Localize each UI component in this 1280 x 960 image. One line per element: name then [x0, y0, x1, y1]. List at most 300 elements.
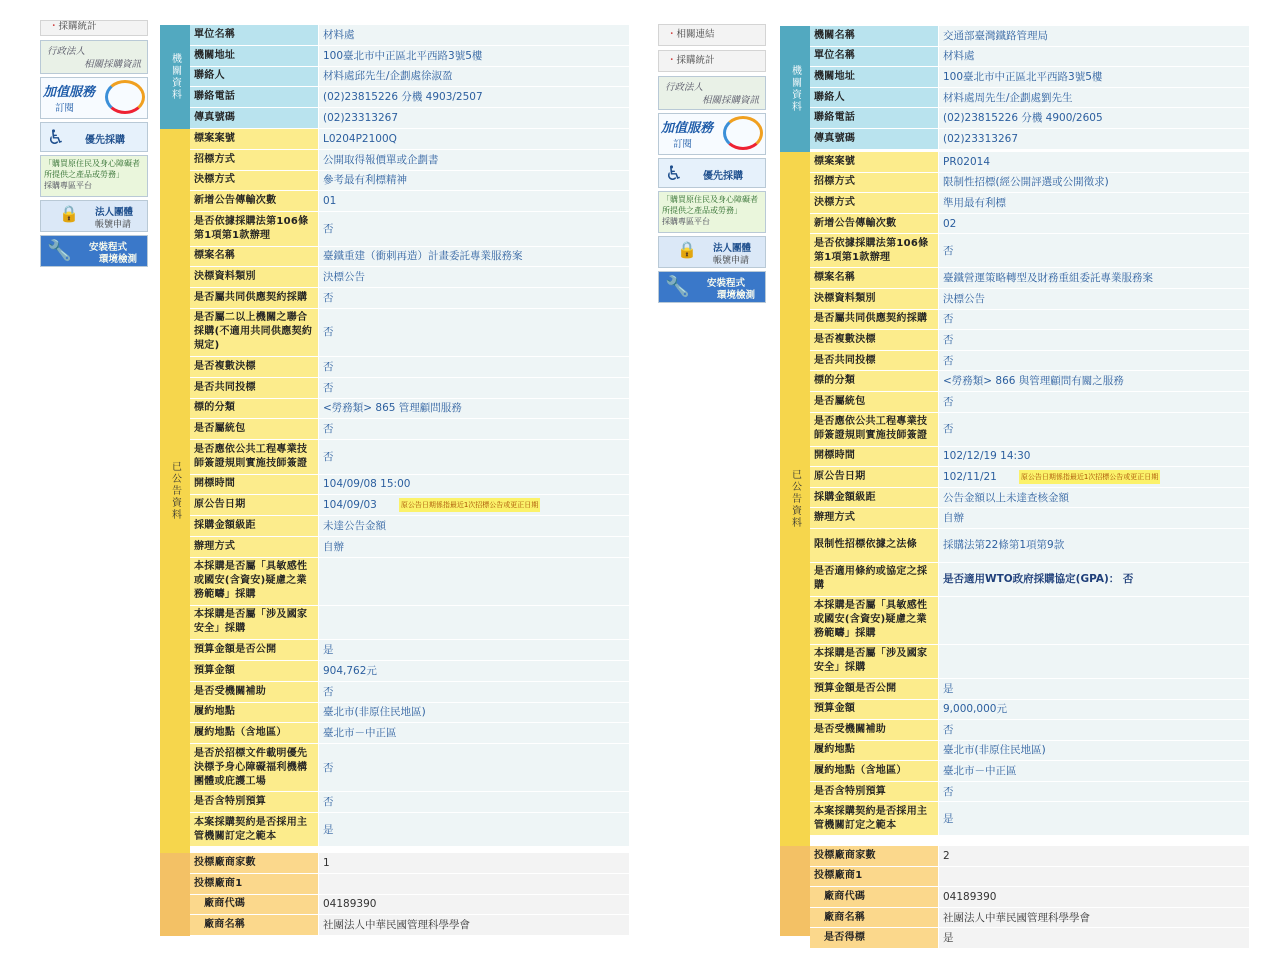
right-sidebar: [658, 24, 766, 306]
table-row: [190, 792, 629, 813]
field-label: 投標廠商1: [190, 874, 318, 894]
field-value: [318, 309, 629, 356]
field-value-text: 採購法第22條第1項第9款: [943, 539, 1065, 552]
field-value-text: 100臺北市中正區北平西路3號5樓: [943, 70, 1103, 83]
field-value-text: 否: [943, 395, 954, 408]
field-label: 是否複數決標: [810, 330, 938, 350]
field-value-text: 否: [323, 796, 334, 808]
bullet-icon: ・: [49, 21, 59, 32]
field-value: [318, 640, 629, 660]
field-value: [938, 173, 1249, 193]
priority-procurement-banner[interactable]: [658, 158, 766, 188]
table-row: [190, 108, 629, 129]
table-row: [190, 537, 629, 558]
field-value-text: 否: [943, 244, 954, 257]
field-label: 辦理方式: [190, 537, 318, 557]
table-row: [810, 47, 1249, 68]
field-value: [938, 392, 1249, 412]
field-value-text: 是否適用WTO政府採購協定(GPA)： 否: [943, 573, 1134, 586]
field-label: 本採購是否屬「具敏感性或國安(含資安)疑慮之業務範疇」採購: [810, 597, 938, 644]
related-links-link[interactable]: [658, 24, 766, 46]
field-value-text: 9,000,000元: [943, 703, 1007, 716]
table-section: [160, 25, 629, 129]
field-value: [318, 191, 629, 211]
field-value: [938, 908, 1249, 928]
field-label: 是否屬共同供應契約採購: [810, 310, 938, 330]
field-value: [938, 214, 1249, 234]
table-section: [160, 129, 629, 853]
field-value-text: 04189390: [943, 890, 997, 903]
field-value-text: 否: [943, 423, 954, 436]
table-row: [190, 46, 629, 67]
field-value: [938, 700, 1249, 720]
field-value: [938, 330, 1249, 350]
field-value: [318, 813, 629, 846]
field-value: [318, 792, 629, 812]
field-label: 是否依據採購法第106條第1項第1款辦理: [810, 234, 938, 267]
link-label: 採購統計: [58, 21, 97, 32]
field-value-text: 01: [323, 195, 337, 208]
banner-line3: 採購專區平台: [44, 181, 92, 190]
left-sidebar: [40, 20, 148, 270]
table-row: [810, 268, 1249, 289]
field-label: 限制性招標依據之法條: [810, 529, 938, 562]
table-row: [810, 597, 1249, 645]
table-row: [190, 419, 629, 440]
table-row: [810, 351, 1249, 372]
field-value-text: 1: [323, 856, 330, 869]
field-label: 本採購是否屬「涉及國家安全」採購: [190, 606, 318, 639]
section-rows: [810, 152, 1249, 846]
field-value-text: 否: [323, 423, 334, 436]
section-label: 機關資料: [780, 26, 810, 152]
table-row: [810, 129, 1249, 150]
section-label: [160, 853, 190, 936]
field-value-text: 100臺北市中正區北平西路3號5樓: [323, 49, 483, 62]
section-rows: [190, 129, 629, 853]
right-screenshot-panel: [652, 0, 1280, 960]
field-label: 投標廠商家數: [810, 846, 938, 866]
field-value-text: 限制性招標(經公開評選或公開徵求): [943, 176, 1109, 189]
table-row: [810, 152, 1249, 173]
field-value: [938, 26, 1249, 46]
table-row: [190, 495, 629, 516]
admin-corp-banner[interactable]: [40, 40, 148, 74]
field-value: [318, 606, 629, 639]
banner-line1: 法人團體: [713, 243, 752, 254]
field-label: 本採購是否屬「具敏感性或國安(含資安)疑慮之業務範疇」採購: [190, 558, 318, 605]
ie-logo-icon: [105, 80, 145, 114]
table-row: [190, 378, 629, 399]
table-row: [190, 558, 629, 606]
field-label: 原公告日期: [190, 495, 318, 515]
table-row: [190, 171, 629, 192]
procurement-stats-link[interactable]: [40, 20, 148, 36]
field-value: [318, 419, 629, 439]
priority-procurement-banner[interactable]: [40, 122, 148, 152]
field-value: [318, 267, 629, 287]
field-value-text: 材料處: [943, 50, 975, 63]
field-value-text: 2: [943, 849, 950, 862]
field-value: [318, 212, 629, 245]
field-value-text: 決標公告: [943, 292, 985, 305]
table-row: [810, 88, 1249, 109]
table-row: [810, 679, 1249, 700]
banner-line1: 安裝程式: [707, 278, 746, 289]
field-value: [318, 915, 629, 935]
field-value: [318, 703, 629, 723]
table-row: [810, 761, 1249, 782]
banner-line1: 「購買原住民及身心障礙者: [44, 159, 140, 168]
table-row: [190, 191, 629, 212]
field-label: 是否含特別預算: [190, 792, 318, 812]
field-label: 招標方式: [810, 173, 938, 193]
field-value-text: PR02014: [943, 155, 991, 168]
field-label: 是否共同投標: [810, 351, 938, 371]
field-value-text: 否: [323, 326, 334, 339]
field-label: 新增公告傳輸次數: [190, 191, 318, 211]
table-row: [810, 413, 1249, 447]
banner-line2: 相關採購資訊: [701, 95, 759, 106]
field-value: [938, 508, 1249, 528]
table-row: [190, 357, 629, 378]
field-label: 是否適用條約或協定之採購: [810, 563, 938, 596]
field-value-text: 否: [323, 292, 334, 305]
field-label: 聯絡電話: [810, 108, 938, 128]
left-tender-table: [160, 25, 629, 936]
banner-line2: 環境檢測: [717, 290, 756, 301]
table-row: [190, 682, 629, 703]
field-label: 是否應依公共工程專業技師簽證規則實施技師簽證: [190, 440, 318, 473]
procurement-stats-link[interactable]: [658, 50, 766, 72]
field-value-text: 否: [323, 685, 334, 698]
field-label: 投標廠商家數: [190, 853, 318, 873]
field-value-text: 是: [943, 932, 954, 945]
field-value-text: L0204P2100Q: [323, 132, 397, 145]
table-row: [190, 440, 629, 474]
field-value: [938, 529, 1249, 562]
field-value: [938, 887, 1249, 907]
field-value: [938, 679, 1249, 699]
wrench-icon: 🔧: [665, 274, 690, 298]
table-row: [810, 846, 1249, 867]
field-label: 履約地點: [190, 703, 318, 723]
banner-line1: 安裝程式: [89, 242, 128, 253]
field-value-text: 臺鐵營運策略轉型及財務重組委託專業服務案: [943, 272, 1153, 285]
field-label: 廠商代碼: [190, 895, 318, 915]
field-label: 採購金額級距: [190, 516, 318, 536]
install-check-banner[interactable]: [658, 271, 766, 303]
field-value: [318, 895, 629, 915]
field-label: 履約地點（含地區）: [190, 723, 318, 743]
table-row: [810, 887, 1249, 908]
bullet-icon: ・: [667, 29, 677, 40]
field-value: [938, 867, 1249, 887]
banner-line2: 帳號申請: [713, 256, 750, 266]
table-row: [190, 247, 629, 268]
field-label: 標案名稱: [810, 268, 938, 288]
table-row: [810, 802, 1249, 836]
field-label: 是否應依公共工程專業技師簽證規則實施技師簽證: [810, 413, 938, 446]
field-value-text: 公告金額以上未達查核金額: [943, 491, 1069, 504]
field-value-text: 否: [943, 723, 954, 736]
table-row: [190, 475, 629, 496]
field-value-text: 臺鐵重建（衝刺再造）計畫委託專業服務案: [323, 250, 523, 263]
field-value-text: 否: [323, 761, 334, 774]
table-section: [780, 26, 1249, 152]
field-value-text: (02)23815226 分機 4903/2507: [323, 91, 483, 104]
field-label: 機關地址: [810, 67, 938, 87]
table-row: [810, 371, 1249, 392]
table-row: [810, 867, 1249, 888]
field-label: 辦理方式: [810, 508, 938, 528]
field-label: 廠商名稱: [810, 908, 938, 928]
field-label: 是否依據採購法第106條第1項第1款辦理: [190, 212, 318, 245]
field-value: [938, 351, 1249, 371]
field-value: [318, 537, 629, 557]
field-value: [938, 645, 1249, 678]
field-label: 招標方式: [190, 150, 318, 170]
table-row: [190, 212, 629, 246]
table-row: [810, 720, 1249, 741]
link-label: 採購統計: [676, 55, 715, 66]
table-row: [810, 392, 1249, 413]
field-value-text: 交通部臺灣鐵路管理局: [943, 29, 1048, 42]
field-label: 是否屬二以上機關之聯合採購(不適用共同供應契約規定): [190, 309, 318, 356]
field-value-text: 是: [323, 644, 334, 657]
corp-account-banner[interactable]: [40, 200, 148, 232]
field-label: 是否得標: [810, 928, 938, 948]
field-value: [938, 846, 1249, 866]
table-row: [810, 928, 1249, 949]
field-value: [938, 488, 1249, 508]
field-value-text: 社團法人中華民國管理科學學會: [943, 911, 1090, 924]
banner-line2: 所提供之產品或勞務」: [44, 170, 124, 179]
field-label: 廠商名稱: [190, 915, 318, 935]
field-label: 預算金額: [810, 700, 938, 720]
field-label: 傳真號碼: [810, 129, 938, 149]
field-value-text: (02)23815226 分機 4900/2605: [943, 112, 1103, 125]
field-value-text: 參考最有利標精神: [323, 174, 407, 187]
field-label: 投標廠商1: [810, 867, 938, 887]
link-label: 相關連結: [676, 29, 715, 40]
field-label: 單位名稱: [190, 25, 318, 45]
field-value-text: 自辦: [943, 512, 964, 525]
field-label: 機關名稱: [810, 26, 938, 46]
field-label: 開標時間: [190, 475, 318, 495]
field-value-text: 否: [323, 360, 334, 373]
table-row: [810, 310, 1249, 331]
banner-line2: 相關採購資訊: [83, 59, 141, 70]
field-label: 單位名稱: [810, 47, 938, 67]
table-row: [810, 488, 1249, 509]
field-value-text: (02)23313267: [943, 132, 1018, 145]
field-value: [938, 371, 1249, 391]
table-row: [190, 895, 629, 916]
corp-account-banner[interactable]: [658, 236, 766, 268]
field-value-text: 材料處邱先生/企劃處徐淑盈: [323, 70, 453, 83]
announcement-date-note: 原公告日期係指最近1次招標公告或更正日期: [399, 498, 540, 512]
bullet-icon: ・: [667, 55, 677, 66]
table-row: [810, 908, 1249, 929]
table-row: [190, 399, 629, 420]
announcement-date-note: 原公告日期係指最近1次招標公告或更正日期: [1019, 470, 1160, 484]
field-value: [938, 234, 1249, 267]
banner-subtitle: 訂閱: [673, 139, 693, 150]
right-tender-table: [780, 26, 1249, 945]
field-label: 決標資料類別: [190, 267, 318, 287]
field-value-text: 02: [943, 217, 957, 230]
table-row: [810, 234, 1249, 268]
field-label: 是否屬統包: [810, 392, 938, 412]
table-row: [190, 744, 629, 792]
banner-line1: 行政法人: [665, 82, 704, 93]
table-row: [810, 330, 1249, 351]
field-label: 是否複數決標: [190, 357, 318, 377]
field-label: 廠商代碼: [810, 887, 938, 907]
field-value: [938, 597, 1249, 644]
field-value: [318, 150, 629, 170]
field-label: 開標時間: [810, 447, 938, 467]
field-value-text: 是: [323, 823, 334, 836]
field-value: [318, 682, 629, 702]
value-service-banner[interactable]: [40, 77, 148, 119]
field-label: 新增公告傳輸次數: [810, 214, 938, 234]
field-label: 聯絡人: [810, 88, 938, 108]
field-value: [938, 47, 1249, 67]
field-value-text: <勞務類> 865 管理顧問服務: [323, 402, 462, 415]
table-row: [190, 309, 629, 357]
field-value-text: 是: [943, 682, 954, 695]
field-value: [938, 720, 1249, 740]
field-value: [938, 152, 1249, 172]
table-row: [810, 645, 1249, 679]
field-value: [318, 46, 629, 66]
table-row: [190, 87, 629, 108]
section-rows: [810, 26, 1249, 152]
wheelchair-icon: ♿: [665, 161, 683, 185]
field-value: [318, 399, 629, 419]
field-value: [318, 744, 629, 791]
field-label: 是否屬統包: [190, 419, 318, 439]
banner-title: 加值服務: [661, 121, 714, 136]
field-value-text: 臺北市(非原住民地區): [943, 744, 1046, 757]
table-row: [190, 915, 629, 936]
field-value-text: 社團法人中華民國管理科學學會: [323, 919, 470, 932]
field-value: [938, 108, 1249, 128]
field-value: [938, 413, 1249, 446]
field-value: [318, 661, 629, 681]
field-label: 決標方式: [810, 193, 938, 213]
table-row: [810, 108, 1249, 129]
table-row: [810, 782, 1249, 803]
field-value-text: 904,762元: [323, 664, 377, 677]
field-value-text: 否: [943, 313, 954, 326]
section-rows: [190, 853, 629, 936]
field-value: [938, 563, 1249, 596]
field-value: [318, 853, 629, 873]
field-label: 決標方式: [190, 171, 318, 191]
field-value-text: 材料處周先生/企劃處劉先生: [943, 91, 1073, 104]
banner-label: 優先採購: [703, 171, 743, 182]
field-value-text: 未達公告金額: [323, 520, 386, 533]
admin-corp-banner[interactable]: [658, 76, 766, 110]
install-check-banner[interactable]: [40, 235, 148, 267]
field-label: 聯絡人: [190, 67, 318, 87]
table-row: [810, 67, 1249, 88]
field-label: 標案名稱: [190, 247, 318, 267]
indigenous-platform-banner[interactable]: [658, 191, 766, 233]
field-value: [318, 475, 629, 495]
table-row: [190, 267, 629, 288]
field-value-text: 否: [943, 333, 954, 346]
field-value: [938, 467, 1249, 487]
field-value-text: 否: [943, 785, 954, 798]
field-value-text: 決標公告: [323, 271, 365, 284]
table-row: [190, 25, 629, 46]
field-value-text: 否: [323, 222, 334, 235]
banner-line1: 「購買原住民及身心障礙者: [662, 195, 758, 204]
field-value: [938, 129, 1249, 149]
field-value-text: <勞務類> 866 與管理顧問有關之服務: [943, 375, 1124, 388]
field-value: [938, 761, 1249, 781]
field-value-text: 臺北市(非原住民地區): [323, 706, 426, 719]
value-service-banner[interactable]: [658, 113, 766, 155]
table-row: [190, 516, 629, 537]
table-row: [810, 700, 1249, 721]
section-label: [780, 846, 810, 936]
field-label: 標案案號: [190, 129, 318, 149]
field-label: 本採購是否屬「涉及國家安全」採購: [810, 645, 938, 678]
table-row: [810, 529, 1249, 563]
field-value: [938, 447, 1249, 467]
field-value: [938, 310, 1249, 330]
field-value-text: 公開取得報價單或企劃書: [323, 153, 439, 166]
field-value-text: 104/09/08 15:00: [323, 478, 411, 491]
field-label: 履約地點: [810, 741, 938, 761]
field-value-text: 否: [943, 354, 954, 367]
indigenous-platform-banner[interactable]: [40, 155, 148, 197]
table-row: [810, 563, 1249, 597]
field-value-text: 臺北市－中正區: [943, 765, 1017, 778]
field-value-text: 否: [323, 450, 334, 463]
field-value: [938, 67, 1249, 87]
field-value-text: (02)23313267: [323, 112, 398, 125]
banner-label: 優先採購: [85, 135, 125, 146]
table-row: [190, 723, 629, 744]
table-row: [190, 853, 629, 874]
field-value: [938, 802, 1249, 835]
table-row: [190, 661, 629, 682]
field-value: [318, 288, 629, 308]
field-value-text: 否: [323, 381, 334, 394]
field-value-text: 104/09/03: [323, 499, 377, 512]
field-value-text: 準用最有利標: [943, 196, 1006, 209]
banner-title: 加值服務: [43, 85, 96, 100]
table-row: [810, 467, 1249, 488]
banner-line2: 環境檢測: [99, 254, 138, 265]
table-row: [190, 150, 629, 171]
ie-logo-icon: [723, 116, 763, 150]
field-label: 是否屬共同供應契約採購: [190, 288, 318, 308]
field-value: [938, 193, 1249, 213]
wheelchair-icon: ♿: [47, 125, 65, 149]
field-label: 原公告日期: [810, 467, 938, 487]
field-value: [318, 129, 629, 149]
field-value: [318, 558, 629, 605]
banner-line3: 採購專區平台: [662, 217, 710, 226]
field-value: [938, 289, 1249, 309]
